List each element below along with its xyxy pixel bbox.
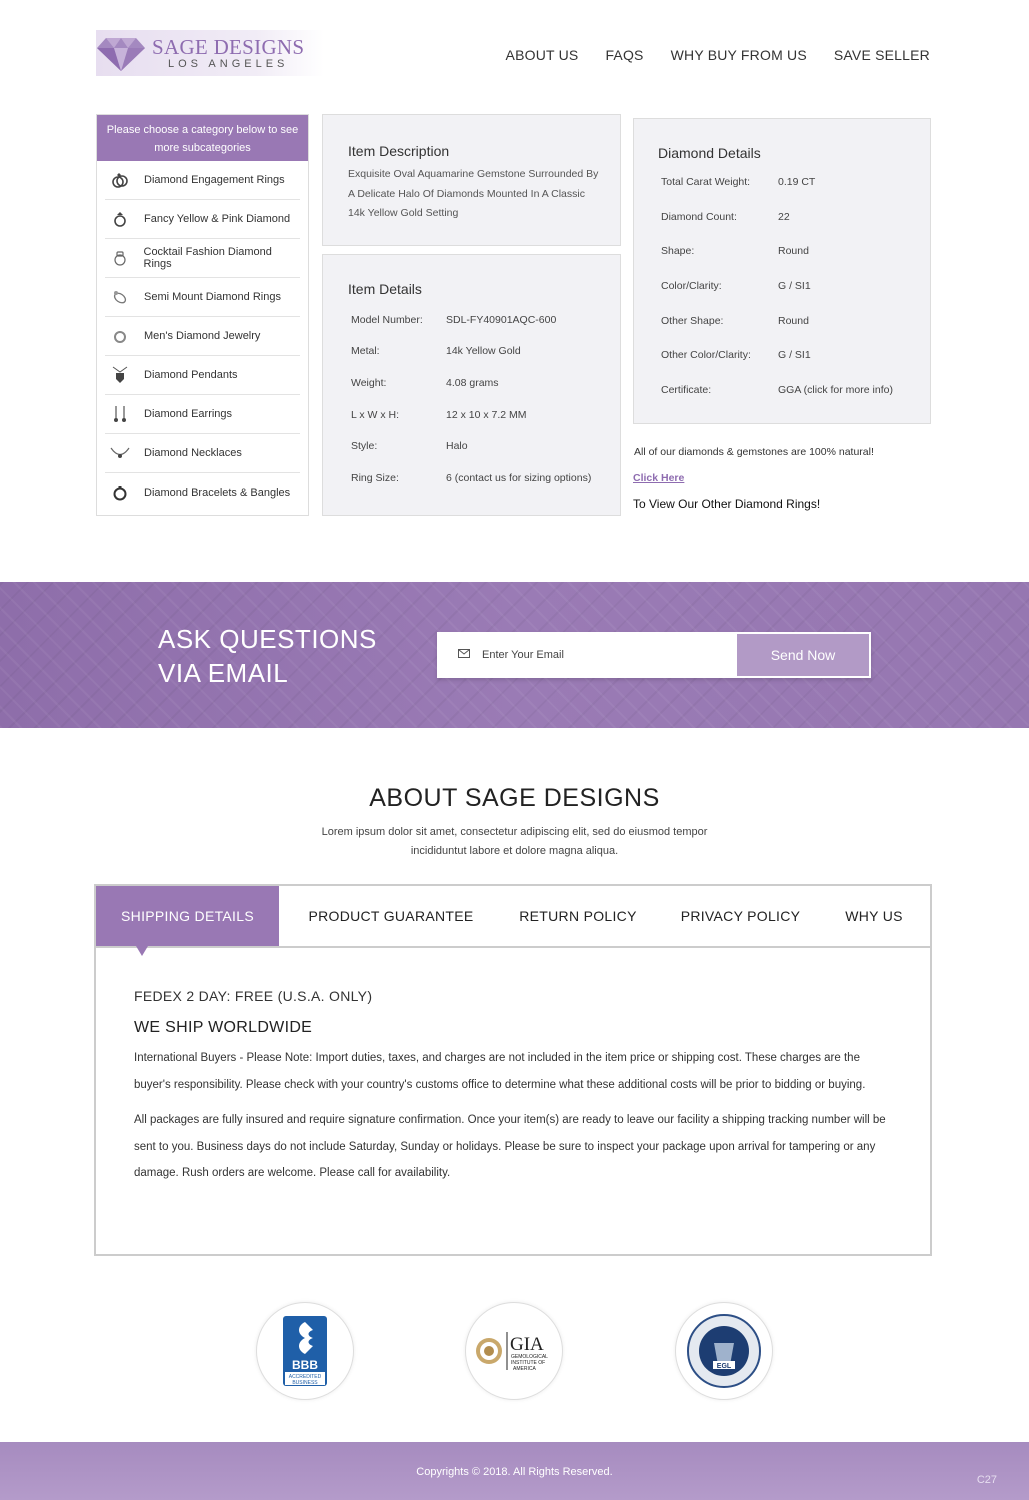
bracelet-icon <box>107 485 133 501</box>
send-now-button[interactable]: Send Now <box>737 634 869 676</box>
egl-seal-icon <box>686 1313 762 1389</box>
bbb-sub2: BUSINESS <box>292 1380 318 1386</box>
detail-key: Model Number: <box>351 313 423 326</box>
diamond-value: Round <box>778 314 809 327</box>
detail-row <box>348 336 604 368</box>
bbb-logo-icon <box>283 1316 327 1386</box>
detail-key: Metal: <box>351 345 380 358</box>
category-item-bracelets[interactable] <box>105 473 300 512</box>
tab-privacy-policy[interactable]: PRIVACY POLICY <box>680 908 801 924</box>
cocktail-ring-icon <box>107 250 133 266</box>
click-here-link[interactable]: Click Here <box>633 472 685 484</box>
about-title: ABOUT SAGE DESIGNS <box>369 784 660 812</box>
item-description-title: Item Description <box>348 143 450 159</box>
semi-mount-ring-icon <box>107 289 133 305</box>
diamond-key: Diamond Count: <box>661 210 737 223</box>
diamond-value: Round <box>778 245 809 258</box>
nav-about-us[interactable]: ABOUT US <box>505 47 579 63</box>
detail-row <box>348 399 604 431</box>
detail-value: 4.08 grams <box>446 376 499 389</box>
necklace-icon <box>107 445 133 461</box>
diamond-key: Total Carat Weight: <box>661 176 751 189</box>
tab-bar <box>96 886 930 948</box>
gia-sub1: GEMOLOGICAL <box>511 1354 548 1360</box>
detail-row <box>348 304 604 336</box>
email-band-title <box>158 622 377 690</box>
category-label: Cocktail Fashion Diamond Rings <box>143 246 272 270</box>
gia-badge[interactable] <box>465 1302 563 1400</box>
category-item-earrings[interactable] <box>105 395 300 434</box>
brand-logo[interactable] <box>96 30 324 76</box>
detail-row <box>348 367 604 399</box>
fedex-heading: FEDEX 2 DAY: FREE (U.S.A. ONLY) <box>134 988 373 1004</box>
diamond-row <box>658 269 914 304</box>
category-label: Diamond Engagement Rings <box>144 174 285 186</box>
international-note: International Buyers - Please Note: Import duties, taxes, and charges are not included in the item price or shipping cost. These charges are the buyer's responsibility. Please check with your country's customs office to determine what these additional costs will be prior to bidding or buying. <box>134 1052 866 1091</box>
detail-key: Weight: <box>351 376 387 389</box>
category-label: Diamond Earrings <box>144 408 233 420</box>
ship-worldwide-heading: WE SHIP WORLDWIDE <box>134 1019 313 1036</box>
pendant-icon <box>107 366 133 384</box>
gia-main: GIA <box>510 1334 544 1355</box>
footer-code: C27 <box>976 1474 997 1486</box>
tab-shipping-details[interactable]: SHIPPING DETAILS <box>96 886 279 946</box>
diamond-details-panel <box>633 118 931 424</box>
about-text: Lorem ipsum dolor sit amet, consectetur adipiscing elit, sed do eiusmod tempor incididuntut labore et dolore magna aliqua. <box>321 826 708 857</box>
category-label: Semi Mount Diamond Rings <box>144 291 281 303</box>
diamond-row <box>658 165 914 200</box>
detail-value: SDL-FY40901AQC-600 <box>446 313 557 326</box>
category-label: Men's Diamond Jewelry <box>144 330 261 342</box>
category-label: Diamond Necklaces <box>144 447 242 459</box>
gia-logo-icon <box>474 1328 554 1374</box>
email-band-title-line2: VIA EMAIL <box>158 658 289 688</box>
item-details-panel <box>322 254 621 516</box>
category-sidebar <box>96 114 309 516</box>
gia-sub2: INSTITUTE OF <box>511 1360 546 1366</box>
main-nav <box>506 47 930 63</box>
diamond-row-certificate[interactable] <box>658 373 914 408</box>
detail-row <box>348 462 604 494</box>
diamond-row <box>658 234 914 269</box>
tab-why-us[interactable]: WHY US <box>845 908 903 924</box>
mens-ring-icon <box>107 328 133 344</box>
bbb-sub1: ACCREDITED <box>288 1374 322 1380</box>
bbb-main: BBB <box>292 1358 318 1372</box>
detail-value: 14k Yellow Gold <box>446 345 521 358</box>
diamond-key: Certificate: <box>661 383 712 396</box>
diamond-key: Other Color/Clarity: <box>661 349 751 362</box>
diamond-value: G / SI1 <box>778 280 811 293</box>
item-description-text: Exquisite Oval Aquamarine Gemstone Surrounded By A Delicate Halo Of Diamonds Mounted In A Classic 14k Yellow Gold Setting <box>348 168 599 219</box>
detail-value: Halo <box>446 440 468 453</box>
tab-content <box>96 948 930 1187</box>
category-item-fancy-yellow-pink[interactable] <box>105 200 300 239</box>
copyright-text: Copyrights © 2018. All Rights Reserved. <box>416 1466 613 1478</box>
diamond-row <box>658 200 914 235</box>
brand-sub: LOS ANGELES <box>167 57 289 70</box>
package-note: All packages are fully insured and require signature confirmation. Once your item(s) are ready to leave our facility a shipping tracking number will be sent to you. Business days do not include Saturday, Sunday or holidays. Please be sure to inspect your package upon arrival for tampering or any damage. Rush orders are welcome. Please call for availability. <box>134 1114 886 1179</box>
detail-key: Style: <box>351 440 378 453</box>
envelope-icon <box>458 649 472 661</box>
rings-icon <box>107 172 133 188</box>
category-label: Diamond Pendants <box>144 369 238 381</box>
diamond-details-title: Diamond Details <box>658 145 761 161</box>
egl-badge[interactable] <box>675 1302 773 1400</box>
email-band <box>0 582 1029 728</box>
nav-save-seller[interactable]: SAVE SELLER <box>833 47 930 63</box>
diamond-logo-icon <box>96 34 146 72</box>
category-heading: Please choose a category below to see more subcategories <box>97 115 308 161</box>
diamond-row <box>658 338 914 373</box>
email-band-title-line1: ASK QUESTIONS <box>158 624 377 654</box>
diamond-key: Other Shape: <box>661 314 724 327</box>
diamond-key: Color/Clarity: <box>661 280 722 293</box>
tab-return-policy[interactable]: RETURN POLICY <box>519 908 637 924</box>
item-description-panel <box>322 114 621 246</box>
gia-sub3: AMERICA <box>513 1366 536 1372</box>
email-input[interactable] <box>482 649 732 661</box>
ring-icon <box>107 211 133 227</box>
category-item-pendants[interactable] <box>105 356 300 395</box>
bbb-badge[interactable] <box>256 1302 354 1400</box>
egl-main: EGL <box>716 1363 732 1370</box>
diamond-value: G / SI1 <box>778 349 811 362</box>
email-form <box>437 632 871 678</box>
diamond-key: Shape: <box>661 245 695 258</box>
diamond-row <box>658 303 914 338</box>
detail-key: Ring Size: <box>351 471 399 484</box>
category-label: Diamond Bracelets & Bangles <box>144 486 291 499</box>
policy-tabs <box>94 884 932 1256</box>
view-other-text: To View Our Other Diamond Rings! <box>633 497 821 511</box>
item-details-title: Item Details <box>348 281 422 297</box>
brand-name: SAGE DESIGNS <box>152 34 305 59</box>
category-item-cocktail-rings[interactable] <box>105 239 300 278</box>
detail-row <box>348 430 604 462</box>
natural-note: All of our diamonds & gemstones are 100% natural! <box>634 446 874 458</box>
diamond-value: 22 <box>778 210 790 223</box>
category-item-semi-mount[interactable] <box>105 278 300 317</box>
category-item-necklaces[interactable] <box>105 434 300 473</box>
nav-faqs[interactable]: FAQS <box>605 47 644 63</box>
detail-value: 6 (contact us for sizing options) <box>446 471 592 484</box>
detail-value: 12 x 10 x 7.2 MM <box>446 408 527 421</box>
certificate-link[interactable]: GGA (click for more info) <box>778 383 893 396</box>
footer <box>0 1442 1029 1500</box>
detail-key: L x W x H: <box>351 408 400 421</box>
earrings-icon <box>107 405 133 423</box>
category-label: Fancy Yellow & Pink Diamond <box>144 213 291 225</box>
tab-product-guarantee[interactable]: PRODUCT GUARANTEE <box>308 908 474 924</box>
category-item-engagement-rings[interactable] <box>105 161 300 200</box>
nav-why-buy[interactable]: WHY BUY FROM US <box>670 47 807 63</box>
category-item-mens-jewelry[interactable] <box>105 317 300 356</box>
diamond-value: 0.19 CT <box>778 176 816 189</box>
